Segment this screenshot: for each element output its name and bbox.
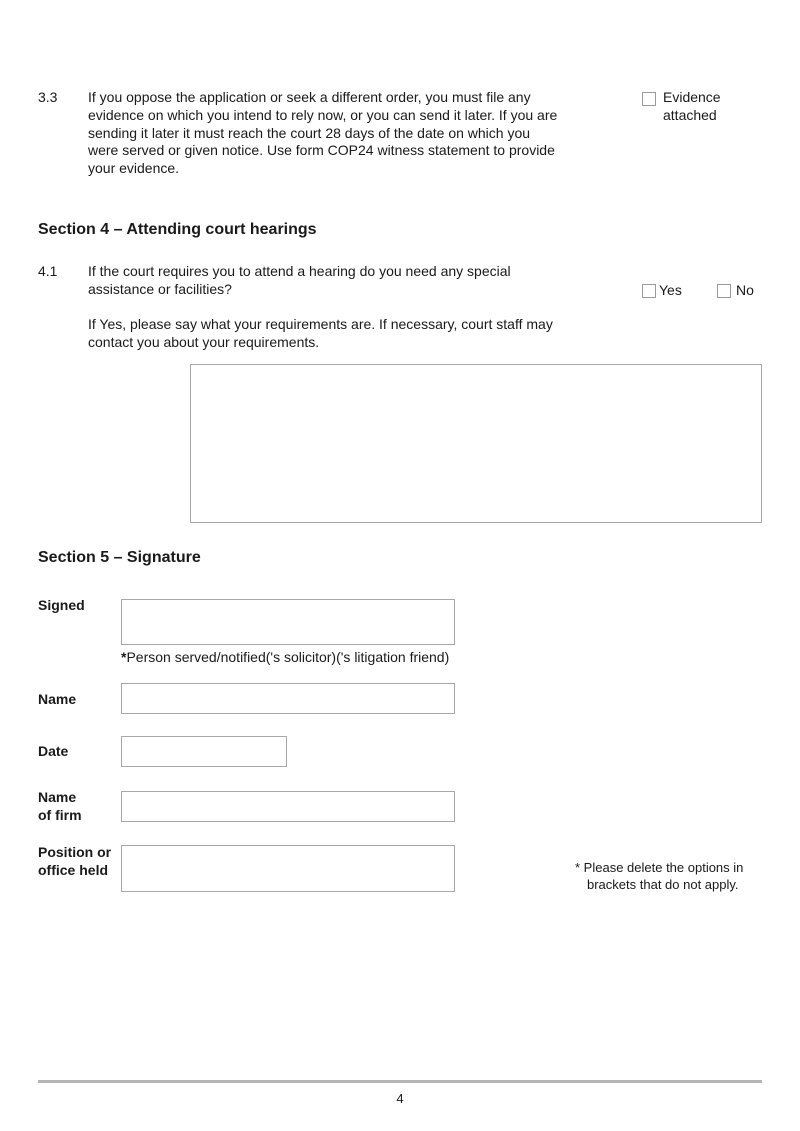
delete-options-note-line-1: * Please delete the options in xyxy=(575,860,744,875)
position-label xyxy=(38,844,111,879)
position-label-line-2: office held xyxy=(38,861,109,878)
signed-label: Signed xyxy=(38,597,85,613)
question-4-1-followup-line: contact you about your requirements. xyxy=(88,333,320,350)
no-label: No xyxy=(736,282,754,298)
date-label: Date xyxy=(38,743,69,759)
name-field[interactable] xyxy=(121,683,455,714)
question-3-3-line: If you oppose the application or seek a different order, you must file any xyxy=(88,89,531,105)
date-field[interactable] xyxy=(121,736,287,767)
footer-divider xyxy=(38,1080,762,1083)
section-4-heading: Section 4 – Attending court hearings xyxy=(38,221,317,238)
evidence-attached-label-line-1: Evidence xyxy=(663,89,721,105)
evidence-attached-label-line-2: attached xyxy=(663,106,717,123)
section-5-heading: Section 5 – Signature xyxy=(38,549,201,566)
question-4-1-line: assistance or facilities? xyxy=(88,280,232,297)
evidence-attached-checkbox[interactable] xyxy=(642,92,656,106)
firm-label xyxy=(38,789,82,824)
question-4-1-followup xyxy=(88,316,608,352)
delete-options-note-line-2: brackets that do not apply. xyxy=(587,876,739,892)
yes-checkbox[interactable] xyxy=(642,284,656,298)
evidence-attached-label xyxy=(663,89,721,125)
question-4-1-text xyxy=(88,263,588,299)
requirements-textarea[interactable] xyxy=(190,364,762,523)
question-3-3-line: evidence on which you intend to rely now, or you can send it later. If you are xyxy=(88,106,558,123)
question-number-3-3: 3.3 xyxy=(38,89,58,105)
firm-label-line-2: of firm xyxy=(38,806,82,823)
yes-label: Yes xyxy=(659,282,682,298)
no-checkbox[interactable] xyxy=(717,284,731,298)
question-3-3-line: were served or given notice. Use form COP24 witness statement to provide xyxy=(88,142,555,159)
question-4-1-followup-line: If Yes, please say what your requirements are. If necessary, court staff may xyxy=(88,316,553,332)
position-field[interactable] xyxy=(121,845,455,892)
signature-field[interactable] xyxy=(121,599,455,645)
question-3-3-text xyxy=(88,89,588,178)
signed-note xyxy=(121,649,449,665)
firm-label-line-1: Name xyxy=(38,789,77,805)
name-label: Name xyxy=(38,691,77,707)
question-3-3-line: sending it later it must reach the court 28 days of the date on which you xyxy=(88,124,531,141)
question-4-1-line: If the court requires you to attend a hearing do you need any special xyxy=(88,263,511,279)
question-3-3-line: your evidence. xyxy=(88,160,180,177)
signed-note-star: * xyxy=(121,649,127,665)
question-number-4-1: 4.1 xyxy=(38,263,58,279)
delete-options-note xyxy=(575,860,743,893)
firm-name-field[interactable] xyxy=(121,791,455,822)
position-label-line-1: Position or xyxy=(38,844,112,860)
signed-note-text: Person served/notified('s solicitor)('s litigation friend) xyxy=(126,649,450,665)
page-number: 4 xyxy=(396,1091,404,1106)
